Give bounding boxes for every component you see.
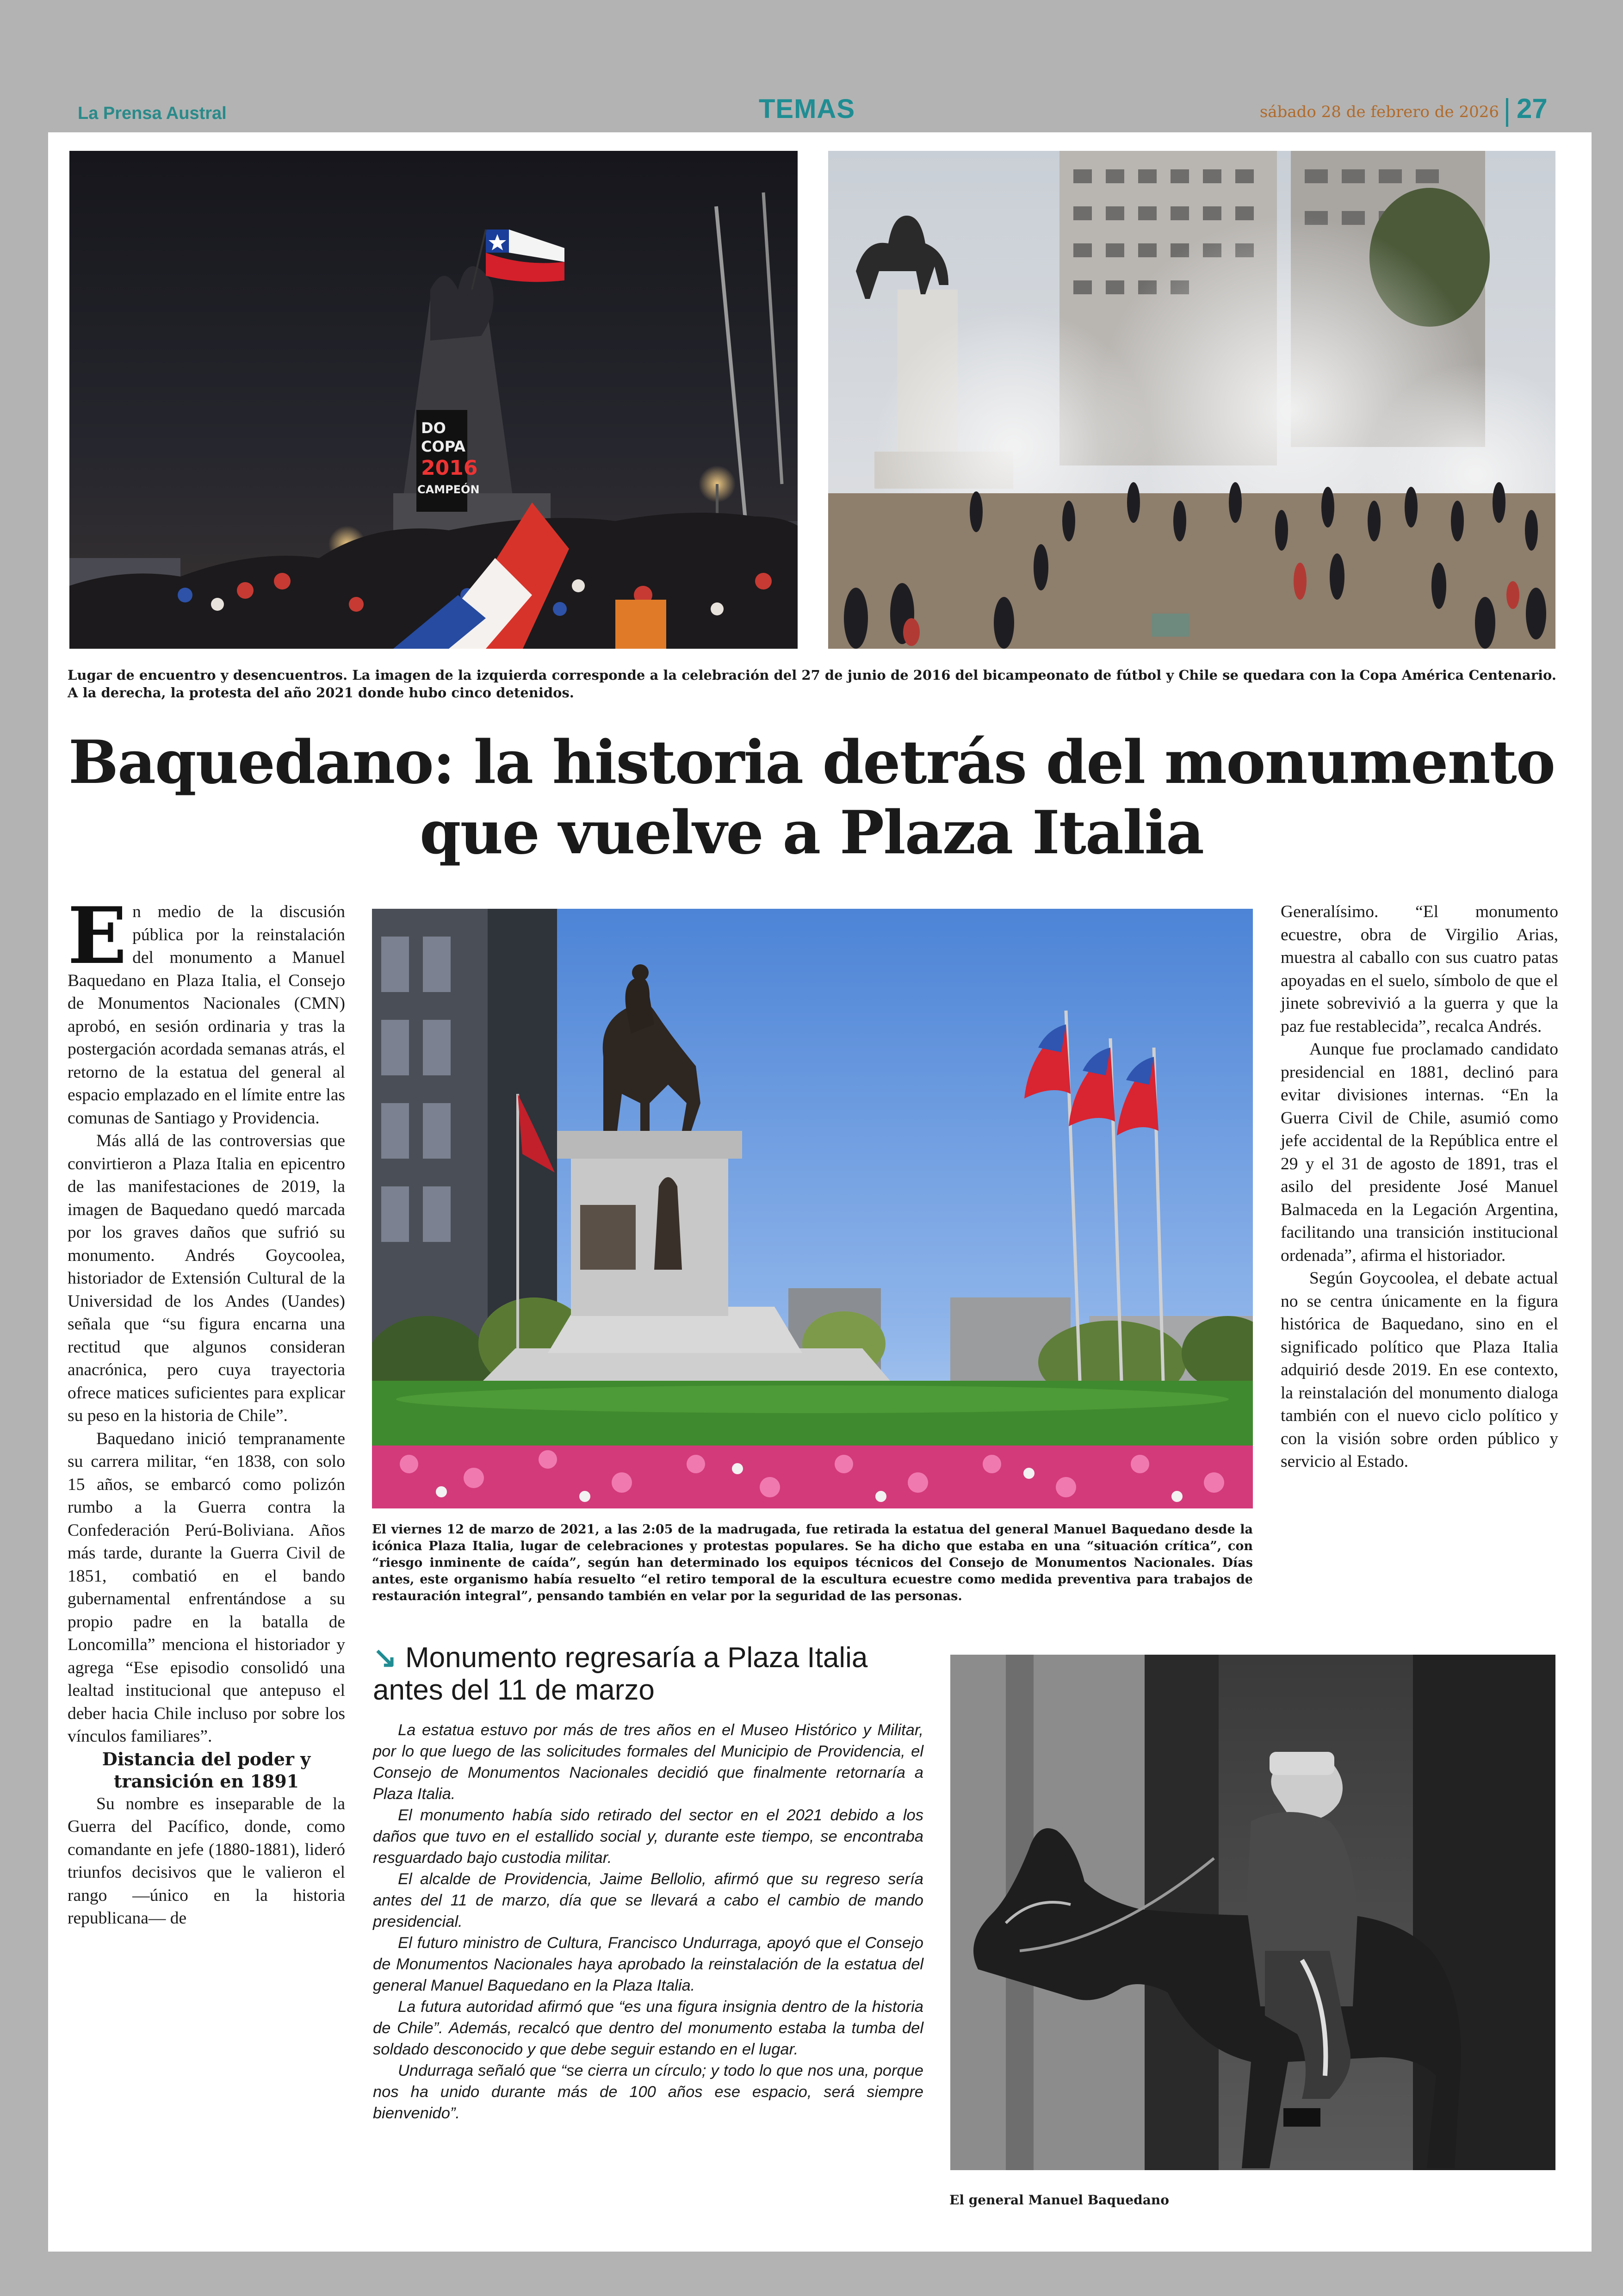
article-column-1: [68, 890, 345, 1930]
col3-paragraph: Según Goycoolea, el debate actual no se centra únicamente en la figura histórica de Baquedano, sino en el significado político que Plaza Italia adquirió desde 2019. En ese contexto, la reinstalación del monumento dialoga también con el nuevo ciclo político y con la visión sobre orden público y servicio al Estado.: [1281, 1269, 1558, 1471]
header-divider: [1506, 98, 1508, 127]
box-title-text: Monumento regresaría a Plaza Italia antes del 11 de marzo: [373, 1642, 868, 1706]
col3-paragraph: Generalísimo. “El monumento ecuestre, obra de Virgilio Arias, muestra al caballo con sus cuatro patas apoyadas en el suelo, símbolo de que el jinete sobrevivió a la guerra y que la paz fue restablecida”, recalca Andrés.: [1281, 902, 1558, 1036]
box-paragraph: El monumento había sido retirado del sector en el 2021 debido a los daños que tuvo en el estallido social y, durante este tiempo, se encontraba resguardado bajo custodia militar.: [373, 1806, 923, 1867]
box-paragraph: La estatua estuvo por más de tres años en el Museo Histórico y Militar, por lo que luego de las solicitudes formales del Municipio de Providencia, el Consejo de Monumentos Nacionales decidió que finalmente retornaría a Plaza Italia.: [373, 1721, 923, 1803]
col1-paragraph: Más allá de las controversias que convirtieron a Plaza Italia en epicentro de las manifestaciones de 2019, la imagen de Baquedano quedó marcada por los graves daños que sufrió su monumento. Andrés Goycoolea, historiador de Extensión Cultural de la Universidad de los Andes (Uandes) señala que “su figura encarna una rectitud que algunos consideran anacrónica, pero cuya trayectoria ofrece matices suficientes para explicar su peso en la historia de Chile”.: [68, 1131, 345, 1425]
banner-text-4: CAMPEÓN: [417, 483, 480, 496]
banner-text-1: DO: [421, 419, 446, 437]
page-number: 27: [1517, 93, 1548, 124]
box-paragraph: El futuro ministro de Cultura, Francisco Undurraga, apoyó que el Consejo de Monumentos Nacionales haya aprobado la reinstalación de la estatua del general Manuel Baquedano en la Plaza Italia.: [373, 1934, 923, 1994]
box-paragraph: El alcalde de Providencia, Jaime Bellolio, afirmó que su regreso sería antes del 11 de marzo, día que se llevará a cabo el cambio de mando presidencial.: [373, 1870, 923, 1930]
banner-text-2: COPA: [421, 438, 465, 455]
col3-paragraph: Aunque fue proclamado candidato presidencial en 1881, declinó para evitar divisiones internas. “En la Guerra Civil de Chile, asumió como jefe accidental de la República entre el 29 y el 31 de agosto de 1891, tras el asilo del presidente José Manuel Balmaceda en la Legación Argentina, facilitando una transición institucional ordenada”, afirma el historiador.: [1281, 1040, 1558, 1265]
col1-paragraph: Baquedano inició tempranamente su carrera militar, “en 1838, con solo 15 años, se embarcó como polizón rumbo a la Guerra contra la Confederación Perú-Boliviana. Años más tarde, durante la Guerra Civil de 1851, combatió en el bando gubernamental enfrentándose a su propio padre en la batalla de Loncomilla” menciona el historiador y agrega “Ese episodio consolidó una lealtad institucional que antepuso el deber hacia Chile incluso por sobre los vínculos familiares”.: [68, 1429, 345, 1746]
headline: Baquedano: la historia detrás del monumento que vuelve a Plaza Italia: [68, 728, 1555, 868]
main-photo-caption: El viernes 12 de marzo de 2021, a las 2:05 de la madrugada, fue retirada la estatua del general Manuel Baquedano desde la icónica Plaza Italia, lugar de celebraciones y protestas populares. Se ha dicho que estaba en una “situación crítica”, con “riesgo inminente de caída”, según han determinado los equipos técnicos del Consejo de Monumentos Nacionales. Días antes, este organismo había resuelto “el retiro temporal de la escultura ecuestre como medida preventiva para trabajos de restauración integral”, pensando también en velar por la seguridad de las personas.: [372, 1522, 1253, 1603]
col1-paragraph: n medio de la discusión pública por la reinstalación del monumento a Manuel Baquedano en Plaza Italia, el Consejo de Monumentos Nacionales (CMN) aprobó, en sesión ordinaria y tras la postergación acordada semanas atrás, el retorno de la estatua del general al espacio emplazado en el límite entre las comunas de Santiago y Providencia.: [68, 902, 345, 1128]
banner-text-3: 2016: [421, 456, 478, 480]
section-title: TEMAS: [759, 94, 855, 124]
box-title: [373, 1642, 942, 1706]
photo-general-baquedano: [950, 1655, 1555, 2170]
publication-name: La Prensa Austral: [78, 104, 227, 123]
arrow-down-right-icon: ↘: [373, 1642, 397, 1674]
article-column-3: [1281, 900, 1558, 1473]
photo-celebration-2016: [69, 151, 798, 649]
photo-monument-plaza-italia: [372, 909, 1253, 1508]
drop-cap: E: [68, 890, 127, 981]
col1-subhead: Distancia del poder y transición en 1891: [102, 1748, 311, 1792]
box-body: [373, 1719, 923, 2124]
photo-protest-2021: [828, 151, 1555, 649]
top-photos-caption: Lugar de encuentro y desencuentros. La imagen de la izquierda corresponde a la celebración del 27 de junio de 2016 del bicampeonato de fútbol y Chile se quedara con la Copa América Centenario. A la derecha, la protesta del año 2021 donde hubo cinco detenidos.: [68, 667, 1556, 701]
box-paragraph: La futura autoridad afirmó que “es una figura insignia dentro de la historia de Chile”. Además, recalcó que dentro del monumento estaba la tumba del soldado desconocido y que debe seguir estando en el lugar.: [373, 1998, 923, 2058]
col1-paragraph: Su nombre es inseparable de la Guerra del Pacífico, donde, como comandante en jefe (1880-1881), lideró triunfos decisivos que le valieron el rango —único en la historia republicana— de: [68, 1794, 345, 1928]
general-photo-caption: El general Manuel Baquedano: [949, 2192, 1169, 2208]
box-paragraph: Undurraga señaló que “se cierra un círculo; y todo lo que nos una, porque nos ha unido durante más de 100 años ese espacio, será siempre bienvenido”.: [373, 2062, 923, 2122]
issue-date: sábado 28 de febrero de 2026: [1259, 103, 1499, 121]
